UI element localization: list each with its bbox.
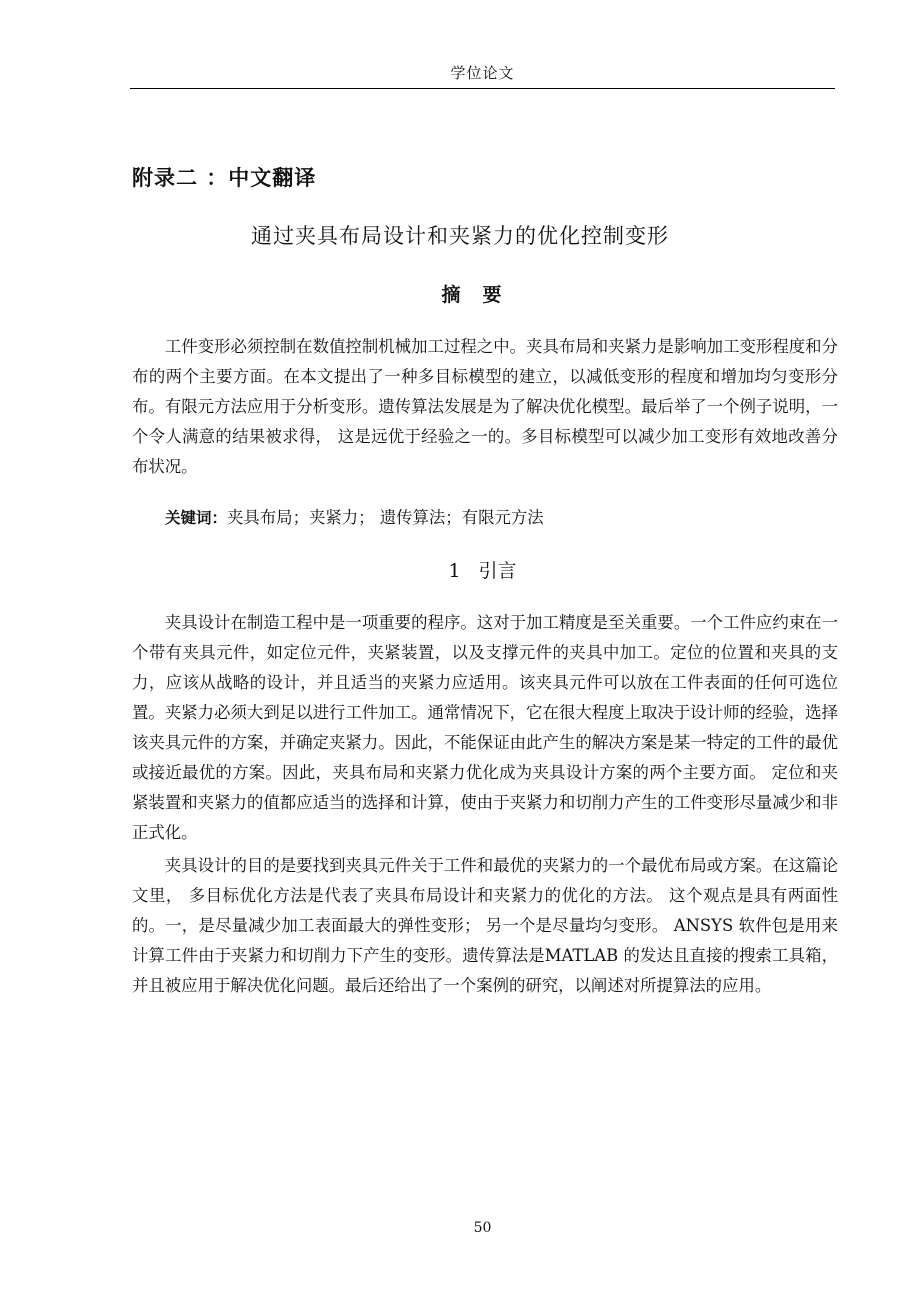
header-rule: [130, 88, 835, 89]
running-header: 学位论文: [450, 64, 515, 82]
keywords-label: 关键词：: [165, 509, 228, 527]
abstract-text: 工件变形必须控制在数值控制机械加工过程之中。夹具布局和夹紧力是影响加工变形程度和分布的两个主要方面。在本文提出了一种多目标模型的建立，以减低变形的程度和增加均匀变形分布。有限元方法应用于分析变形。遗传算法发展是为了解决优化模型。最后举了一个例子说明，一个令人满意的结果被求得， 这是远优于经验之一的。多目标模型可以减少加工变形有效地改善分布状况。: [132, 337, 838, 476]
section-title: 引言: [478, 560, 517, 582]
abstract-heading: 摘要: [441, 284, 524, 306]
introduction-body: [132, 608, 838, 1001]
section-heading: [0, 556, 920, 583]
keywords-text: 夹具布局；夹紧力； 遗传算法；有限元方法: [227, 508, 544, 527]
abstract-body: [132, 332, 838, 482]
appendix-title: 附录二 ：中文翻译: [132, 166, 317, 190]
section-number: 1: [448, 560, 461, 582]
keywords-line: [165, 503, 544, 533]
intro-paragraph-2: 夹具设计的目的是要找到夹具元件关于工件和最优的夹紧力的一个最优布局或方案。在这篇论文里， 多目标优化方法是代表了夹具布局设计和夹紧力的优化的方法。 这个观点是具有两面性的。一，是尽量减少加工表面最大的弹性变形； 另一个是尽量均匀变形。 ANSYS 软件包是用来计算工件由于夹紧力和切削力下产生的变形。遗传算法是MATLAB 的发达且直接的搜索工具箱，并且被应用于解决优化问题。最后还给出了一个案例的研究，以阐述对所提算法的应用。: [132, 856, 838, 995]
page-number: 50: [473, 1220, 492, 1236]
intro-paragraph-1: 夹具设计在制造工程中是一项重要的程序。这对于加工精度是至关重要。一个工件应约束在一个带有夹具元件，如定位元件，夹紧装置，以及支撑元件的夹具中加工。定位的位置和夹具的支力，应该从战略的设计，并且适当的夹紧力应适用。该夹具元件可以放在工件表面的任何可选位置。夹紧力必须大到足以进行工件加工。通常情况下，它在很大程度上取决于设计师的经验，选择该夹具元件的方案，并确定夹紧力。因此，不能保证由此产生的解决方案是某一特定的工件的最优或接近最优的方案。因此，夹具布局和夹紧力优化成为夹具设计方案的两个主要方面。 定位和夹紧装置和夹紧力的值都应适当的选择和计算，使由于夹紧力和切削力产生的工件变形尽量减少和非正式化。: [132, 613, 838, 842]
paper-title: 通过夹具布局设计和夹紧力的优化控制变形: [251, 224, 669, 248]
